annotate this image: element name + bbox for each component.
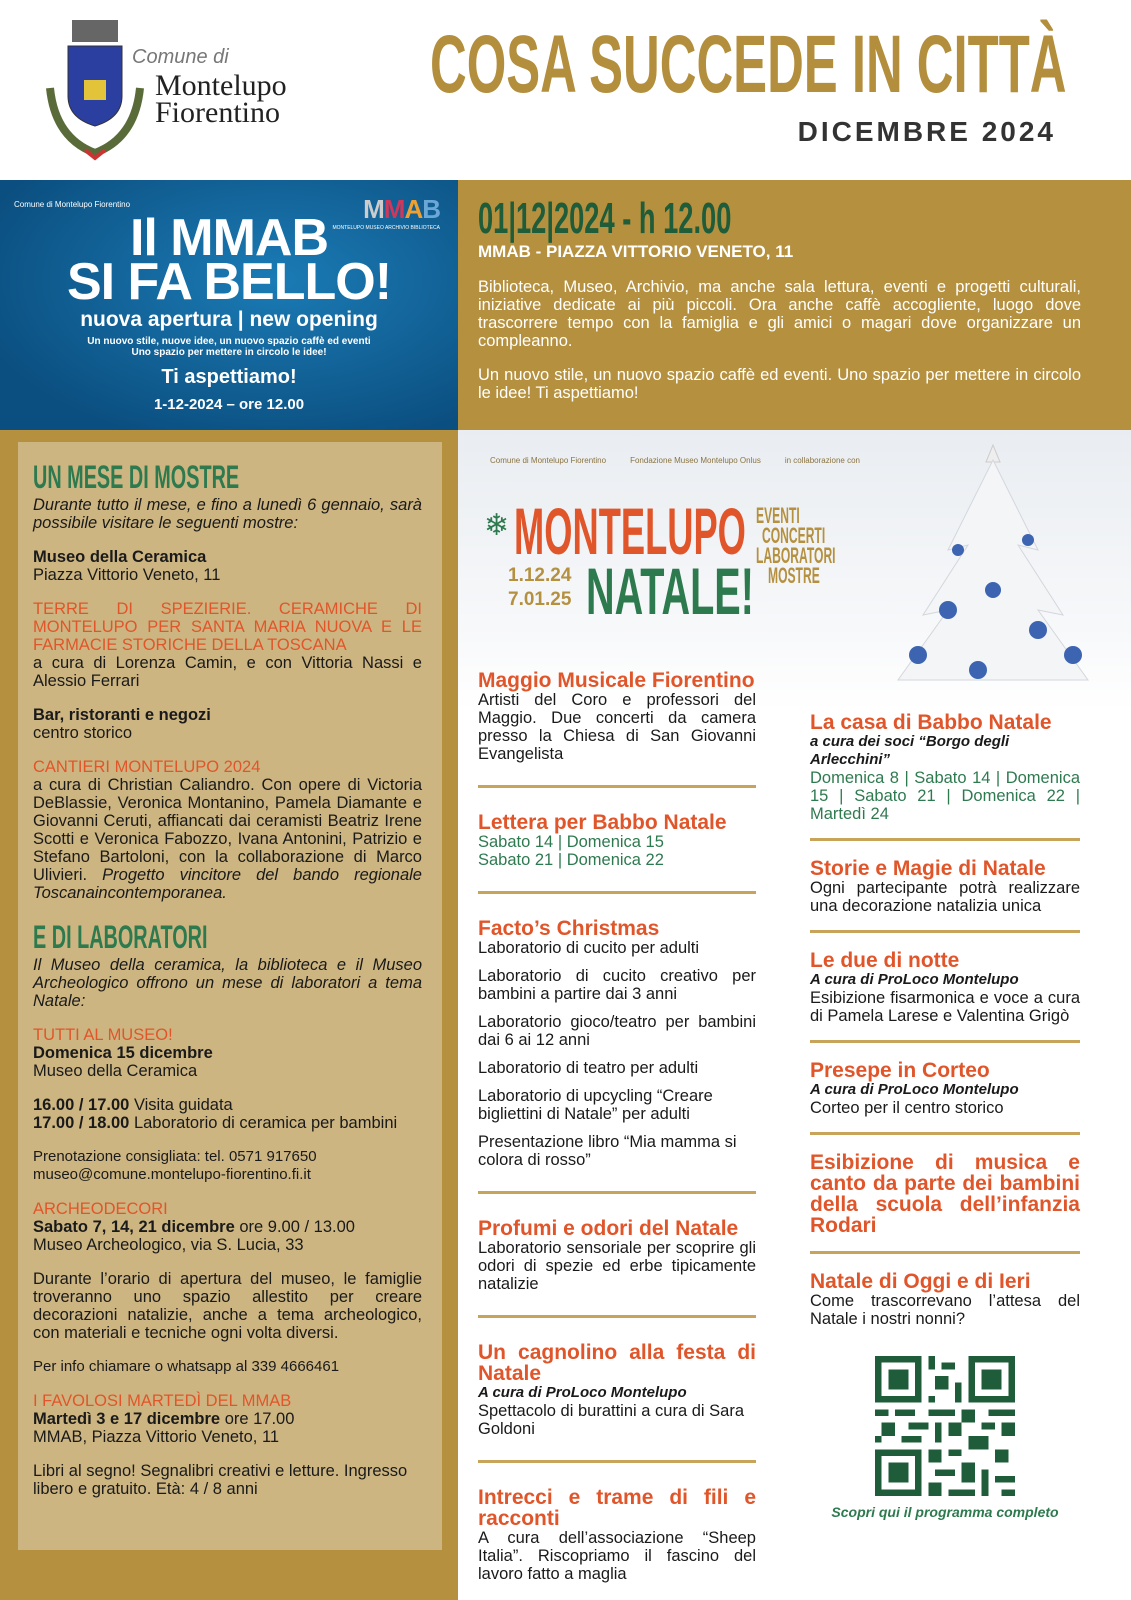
event-place: MMAB - PIAZZA VITTORIO VENETO, 11 [478, 242, 794, 261]
section-title-laboratori-text: E DI LABORATORI [33, 919, 208, 955]
mmab-logo-sub: MONTELUPO MUSEO ARCHIVIO BIBLIOTECA [332, 225, 440, 231]
qr-caption: Scopri qui il programma completo [831, 1504, 1059, 1520]
lab-time: 16.00 / 17.00 [33, 1096, 130, 1114]
mmab-info [458, 180, 1131, 430]
event-title: Maggio Musicale Fiorentino [478, 669, 755, 692]
divider [478, 1315, 756, 1318]
divider [478, 1191, 756, 1194]
banner-headline-1: Il MMAB [129, 209, 329, 267]
mostra-title: CANTIERI MONTELUPO 2024 [33, 758, 261, 776]
event-date [478, 194, 1081, 244]
divider [478, 891, 756, 894]
event-dates: Sabato 14 | Domenica 15 [478, 833, 664, 851]
page-subtitle-month: DICEMBRE 2024 [797, 116, 1056, 147]
banner-start-date: 1.12.24 [508, 565, 572, 586]
event-title: Lettera per Babbo Natale [478, 811, 727, 834]
event-text: Ogni partecipante potrà realizzare una decorazione natalizia unica [810, 879, 1080, 915]
event-description-2: Un nuovo stile, un nuovo spazio caffè ed eventi. Uno spazio per mettere in circolo le idee! Ti aspettiamo! [478, 366, 1081, 402]
event-title: Profumi e odori del Natale [478, 1217, 739, 1240]
event-organizer: A cura di ProLoco Montelupo [810, 971, 1019, 988]
event-item: Laboratorio di cucito per adulti [478, 939, 700, 957]
mmab-banner-image [0, 180, 458, 430]
section-title-mostre [33, 460, 422, 494]
lab-info-phone: Per info chiamare o whatsapp al 339 4666461 [33, 1358, 340, 1375]
divider [810, 1040, 1080, 1043]
banner-word-montelupo: MONTELUPO [514, 494, 746, 568]
left-panel [18, 442, 442, 1550]
page-title-text: COSA SUCCEDE IN CITTÀ [430, 19, 1067, 110]
lab-date: Martedì 3 e 17 dicembre [33, 1410, 221, 1428]
banner-tags [756, 503, 901, 588]
lab-place: Museo Archeologico, via S. Lucia, 33 [33, 1236, 304, 1254]
partner-logo: Comune di Montelupo Fiorentino [490, 456, 607, 465]
banner-logo-text: Comune di Montelupo Fiorentino [14, 200, 131, 209]
mostra-place: Museo della Ceramica [33, 548, 207, 566]
lab-date: Sabato 7, 14, 21 dicembre [33, 1218, 235, 1236]
event-title: Natale di Oggi e di Ieri [810, 1270, 1031, 1293]
banner-date: 1-12-2024 – ore 12.00 [153, 396, 305, 413]
qr-block [810, 1356, 1080, 1520]
event-title: Intrecci e trame di fili e racconti [478, 1486, 756, 1530]
divider [810, 1251, 1080, 1254]
event-text: Corteo per il centro storico [810, 1099, 1004, 1117]
banner-end-date: 7.01.25 [508, 589, 572, 610]
event-title: Storie e Magie di Natale [810, 857, 1046, 880]
banner-line-2: Uno spazio per mettere in circolo le idee! [131, 347, 327, 358]
lab-title: I FAVOLOSI MARTEDÌ DEL MMAB [33, 1392, 292, 1410]
banner-invite: Ti aspettiamo! [161, 366, 297, 388]
event-dates: Domenica 8 | Sabato 14 | Domenica 15 | Sabato 21 | Domenica 22 | Martedì 24 [810, 769, 1080, 823]
lab-time: ore 17.00 [224, 1410, 295, 1428]
mostra-text: a cura di Lorenza Camin, e con Vittoria Nassi e Alessio Ferrari [33, 654, 422, 690]
section-title-mostre-text: UN MESE DI MOSTRE [33, 459, 240, 495]
lab-email-link[interactable]: museo@comune.montelupo-fiorentino.fi.it [33, 1166, 311, 1183]
divider [810, 930, 1080, 933]
mostra-address: Piazza Vittorio Veneto, 11 [33, 566, 221, 584]
mostre-intro: Durante tutto il mese, e fino a lunedì 6 gennaio, sarà possibile visitare le seguenti mostre: [33, 496, 422, 532]
event-title: Un cagnolino alla festa di Natale [478, 1341, 756, 1385]
event-text: Laboratorio sensoriale per scoprire gli odori di spezie ed erbe tipicamente natalizie [478, 1239, 756, 1293]
lab-place: MMAB, Piazza Vittorio Veneto, 11 [33, 1428, 280, 1446]
coat-of-arms-icon [40, 18, 150, 163]
event-title: Le due di notte [810, 949, 960, 972]
event-text: Come trascorrevano l’attesa del Natale i nostri nonni? [810, 1292, 1080, 1328]
partner-logos [490, 456, 860, 465]
banner-line-1: Un nuovo stile, nuove idee, un nuovo spazio caffè ed eventi [87, 336, 371, 347]
event-organizer: a cura dei soci “Borgo degli Arlecchini” [810, 733, 1010, 768]
lab-time: 17.00 / 18.00 [33, 1114, 130, 1132]
event-text: Esibizione fisarmonica e voce a cura di Pamela Larese e Valentina Grigò [810, 989, 1080, 1025]
event-item: Laboratorio di cucito creativo per bambini a partire dai 3 anni [478, 967, 756, 1003]
event-dates: Sabato 21 | Domenica 22 [478, 851, 664, 869]
banner-tag: CONCERTI [762, 523, 826, 548]
event-text: Artisti del Coro e professori del Maggio. Due concerti da camera presso la Chiesa di San Giovanni Evangelista [478, 691, 756, 763]
logo-name [155, 69, 287, 129]
banner-subtitle: nuova apertura | new opening [80, 308, 378, 331]
natale-banner-image [458, 430, 1131, 710]
lab-activity: Visita guidata [133, 1096, 233, 1114]
logo-text-line3: Fiorentino [155, 96, 280, 129]
logo-text-line1: Comune di [132, 46, 229, 68]
event-item: Laboratorio di upcycling “Creare bigliettini di Natale” per adulti [478, 1087, 713, 1123]
lab-text: Durante l’orario di apertura del museo, le famiglie troveranno uno spazio allestito per creare decorazioni natalizie, anche a tema archeologico, con materiali e tecniche ogni volta diversi. [33, 1270, 422, 1342]
mmab-logo: MMAB MONTELUPO MUSEO ARCHIVIO BIBLIOTECA [332, 194, 440, 231]
event-title: Presepe in Corteo [810, 1059, 990, 1082]
logo-text-line2: Montelupo [155, 69, 287, 102]
mostra-title: TERRE DI SPEZIERIE. CERAMICHE DI MONTELUPO PER SANTA MARIA NUOVA E LE FARMACIE STORICHE DELLA TOSCANA [33, 600, 422, 654]
event-text: Spettacolo di burattini a cura di Sara Goldoni [478, 1402, 744, 1438]
event-organizer: A cura di ProLoco Montelupo [478, 1384, 687, 1401]
banner-headline-2: SI FA BELLO! [66, 253, 392, 311]
mostra-note: Progetto vincitore del bando regionale Toscanaincontemporanea. [33, 866, 422, 902]
lab-activity: Laboratorio di ceramica per bambini [133, 1114, 398, 1132]
banner-word-natale: NATALE! [586, 554, 754, 628]
laboratori-intro: Il Museo della ceramica, la biblioteca e il Museo Archeologico offrono un mese di laboratori a tema Natale: [33, 956, 422, 1010]
divider [810, 1132, 1080, 1135]
mostra-address: centro storico [33, 724, 133, 742]
event-title: La casa di Babbo Natale [810, 711, 1052, 734]
lab-time: ore 9.00 / 13.00 [239, 1218, 355, 1236]
mostra-place: Bar, ristoranti e negozi [33, 706, 211, 724]
partner-logo: Fondazione Museo Montelupo Onlus [630, 456, 761, 465]
lab-title: TUTTI AL MUSEO! [33, 1026, 173, 1044]
event-item: Laboratorio di teatro per adulti [478, 1059, 699, 1077]
lab-text: Libri al segno! Segnalibri creativi e letture. Ingresso libero e gratuito. Età: 4 / 8 anni [33, 1462, 408, 1498]
event-item: Laboratorio gioco/teatro per bambini dai 6 ai 12 anni [478, 1013, 756, 1049]
municipality-logo [40, 18, 340, 168]
lab-title: ARCHEODECORI [33, 1200, 168, 1218]
mostra-text: a cura di Christian Caliandro. Con opere di Victoria DeBlassie, Veronica Montanino, Pamela Diamante e Giovanni Ceruti, affiancati dai ceramisti Beatriz Irene Scotti e Veronica Fabozzo, Ivana Antonini, Patrizio e Stefano Bartoloni, con la collaborazione di Marco Ulivieri. [33, 776, 422, 884]
events-column-middle [478, 670, 756, 1583]
lab-place: Museo della Ceramica [33, 1062, 198, 1080]
christmas-tree-icon [888, 440, 1098, 700]
banner-tag: LABORATORI [756, 543, 836, 568]
header [0, 0, 1131, 180]
qr-code-icon[interactable] [875, 1356, 1015, 1496]
lab-date: Domenica 15 dicembre [33, 1044, 213, 1062]
banner-tag: EVENTI [756, 503, 800, 528]
page-title [430, 18, 1131, 112]
banner-tag: MOSTRE [768, 563, 820, 588]
events-column-right [810, 712, 1080, 1520]
snowflake-icon: ❄ [484, 509, 510, 542]
event-organizer: A cura di ProLoco Montelupo [810, 1081, 1019, 1098]
divider [478, 785, 756, 788]
event-title: Facto’s Christmas [478, 917, 660, 940]
event-text: A cura dell’associazione “Sheep Italia”. Riscopriamo il fascino del lavoro fatto a maglia [478, 1529, 756, 1583]
divider [478, 1460, 756, 1463]
event-date-text: 01|12|2024 - h 12.00 [478, 194, 732, 243]
event-item: Presentazione libro “Mia mamma si colora di rosso” [478, 1133, 737, 1169]
section-title-laboratori [33, 920, 422, 954]
partner-logo: in collaborazione con [784, 456, 860, 465]
event-title: Esibizione di musica e canto da parte dei bambini della scuola dell’infanzia Rodari [810, 1151, 1080, 1237]
divider [810, 838, 1080, 841]
event-description-1: Biblioteca, Museo, Archivio, ma anche sala lettura, eventi e progetti culturali, iniziative dedicate ai più piccoli. Ora anche caffè accogliente, luogo dove trascorrere tempo con la famiglia e gli amici o magari dove organizzare un compleanno. [478, 278, 1081, 350]
lab-booking-phone: Prenotazione consigliata: tel. 0571 917650 [33, 1148, 317, 1165]
